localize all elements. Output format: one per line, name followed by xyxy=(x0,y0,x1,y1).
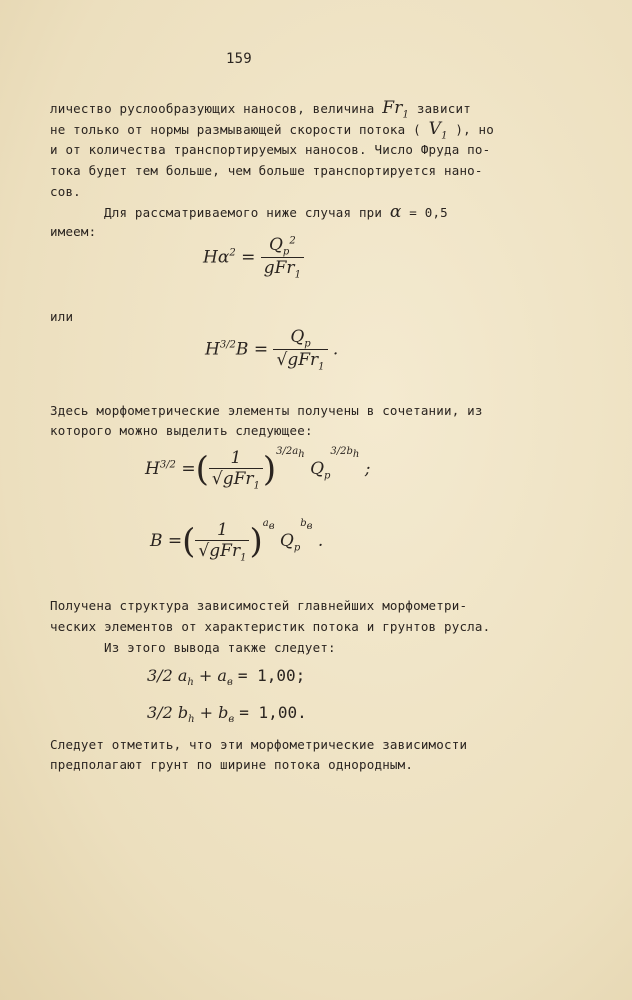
eq-part: + b xyxy=(199,703,229,722)
eq-H: H xyxy=(205,339,220,360)
eq-bh: b xyxy=(346,445,353,457)
eq-equals: = xyxy=(253,339,269,360)
eq-ah: a xyxy=(292,445,299,457)
eq-part: = 1,00; xyxy=(237,666,306,685)
eq-b: в xyxy=(306,520,313,532)
eq-exp-ah xyxy=(276,445,305,460)
text-fragment: не только от нормы размывающей скорости потока ( xyxy=(50,122,421,137)
text-line xyxy=(50,121,494,144)
numerator xyxy=(273,327,327,350)
text-line: тока будет тем больше, чем больше транспортируется нано- xyxy=(50,163,483,178)
eq-part: 3/2 b xyxy=(147,703,189,722)
fraction xyxy=(195,520,249,563)
text-fragment: зависит xyxy=(416,101,471,116)
eq-dot: . xyxy=(317,531,324,552)
eq-h: h xyxy=(298,448,305,460)
eq-H: H xyxy=(145,459,160,480)
denominator xyxy=(261,258,304,280)
page-number: 159 xyxy=(226,51,252,67)
equation-1 xyxy=(203,235,304,281)
text-line: предполагают грунт по ширине потока однородным. xyxy=(50,757,414,772)
eq-equals: = xyxy=(241,247,256,268)
text-line xyxy=(50,100,471,123)
equation-2 xyxy=(205,327,338,373)
eq-g: g xyxy=(287,350,299,371)
velocity-symbol xyxy=(428,119,448,142)
velocity-text: V xyxy=(428,119,442,139)
equation-5 xyxy=(147,666,305,688)
alpha-symbol: α xyxy=(389,202,402,222)
eq-equals: = xyxy=(167,531,183,552)
text-line: Здесь морфометрические элементы получены в сочетании, из xyxy=(50,403,483,418)
equation-6 xyxy=(147,703,307,725)
eq-sub-h: h xyxy=(187,677,194,689)
text-line: имеем: xyxy=(50,224,97,239)
eq-h: h xyxy=(352,448,360,460)
eq-exp-bh xyxy=(330,445,360,460)
eq-b: в xyxy=(268,520,275,532)
text-fragment: личество руслообразующих наносов, величина xyxy=(50,101,375,116)
eq-fr-sub: 1 xyxy=(294,269,301,281)
eq-exp32: 3/2 xyxy=(330,445,347,457)
eq-Q: Q xyxy=(290,327,305,347)
text-line: или xyxy=(50,309,74,324)
froude-symbol xyxy=(382,98,410,121)
velocity-sub: 1 xyxy=(441,130,448,142)
text-line: Получена структура зависимостей главнейших морфометри- xyxy=(50,598,468,613)
text-line: и от количества транспортируемых наносов. Число Фруда по- xyxy=(50,142,491,157)
eq-exp: 3/2 xyxy=(219,339,236,351)
eq-H: H xyxy=(203,247,218,268)
eq-part: + a xyxy=(198,666,227,685)
eq-paren-close: ) xyxy=(262,449,277,490)
eq-B: B xyxy=(235,339,249,360)
denominator: √gFr$_1$ xyxy=(276,350,325,373)
eq-fr-sub: 1 xyxy=(240,552,247,564)
eq-p: p xyxy=(324,470,331,482)
eq-p: p xyxy=(304,338,311,350)
eq-paren-open: ( xyxy=(182,521,196,562)
equation-3 xyxy=(145,445,371,492)
eq-Q: Q xyxy=(279,531,294,552)
eq-exp: 2 xyxy=(229,247,236,259)
eq-sub-b: в xyxy=(226,677,233,689)
eq-dot: . xyxy=(332,339,339,360)
eq-fr: Fr xyxy=(298,350,319,371)
numerator: 1 xyxy=(209,448,263,469)
eq-paren-open: ( xyxy=(195,449,209,490)
text-line: которого можно выделить следующее: xyxy=(50,423,313,438)
text-line: сов. xyxy=(50,184,81,199)
eq-B: B xyxy=(150,531,163,552)
text-line: ческих элементов от характеристик потока и грунтов русла. xyxy=(50,619,491,634)
froude-text: Fr xyxy=(382,98,403,118)
eq-exp-ab xyxy=(262,517,275,532)
text-line xyxy=(104,204,448,221)
eq-fr: Fr xyxy=(220,541,241,561)
text-line: Следует отметить, что эти морфометрические зависимости xyxy=(50,737,468,752)
eq-fr: Fr xyxy=(233,469,254,489)
eq-g: g xyxy=(263,258,275,279)
text-line: Из этого вывода также следует: xyxy=(104,640,336,655)
denominator: √gFr$_1$ xyxy=(198,541,247,564)
eq-bb: b xyxy=(300,517,307,529)
eq-equals: = xyxy=(181,459,196,480)
eq-g: g xyxy=(222,469,234,489)
eq-part: = 1,00. xyxy=(239,703,307,722)
fraction xyxy=(261,235,304,281)
eq-p: p xyxy=(282,246,290,258)
eq-exp: 3/2 xyxy=(159,459,176,471)
eq-Q: Q xyxy=(310,459,324,480)
fraction xyxy=(273,327,327,373)
eq-g: g xyxy=(209,541,221,561)
eq-p: p xyxy=(293,542,301,554)
eq-alpha: α xyxy=(217,247,230,268)
eq-sub-b: в xyxy=(228,714,235,726)
eq-Q: Q xyxy=(268,235,283,255)
eq-semicolon: ; xyxy=(364,459,371,480)
numerator: 1 xyxy=(195,520,249,541)
froude-sub: 1 xyxy=(402,109,410,121)
eq-paren-close: ) xyxy=(249,521,263,562)
fraction xyxy=(209,448,263,491)
numerator xyxy=(261,235,304,258)
text-fragment: = 0,5 xyxy=(409,205,448,220)
denominator: √gFr$_1$ xyxy=(211,469,260,492)
text-fragment: Для рассматриваемого ниже случая при xyxy=(104,205,383,220)
eq-fr-sub: 1 xyxy=(318,361,325,373)
eq-exp: 2 xyxy=(289,235,296,247)
eq-part: 3/2 a xyxy=(147,666,188,685)
eq-ab: a xyxy=(262,517,269,529)
eq-exp-bb xyxy=(300,517,313,532)
equation-4 xyxy=(150,517,324,564)
eq-fr-sub: 1 xyxy=(253,480,260,492)
eq-sub-h: h xyxy=(188,714,195,726)
text-fragment: ), но xyxy=(455,122,494,137)
eq-fr: Fr xyxy=(274,258,295,279)
eq-exp32: 3/2 xyxy=(276,445,293,457)
